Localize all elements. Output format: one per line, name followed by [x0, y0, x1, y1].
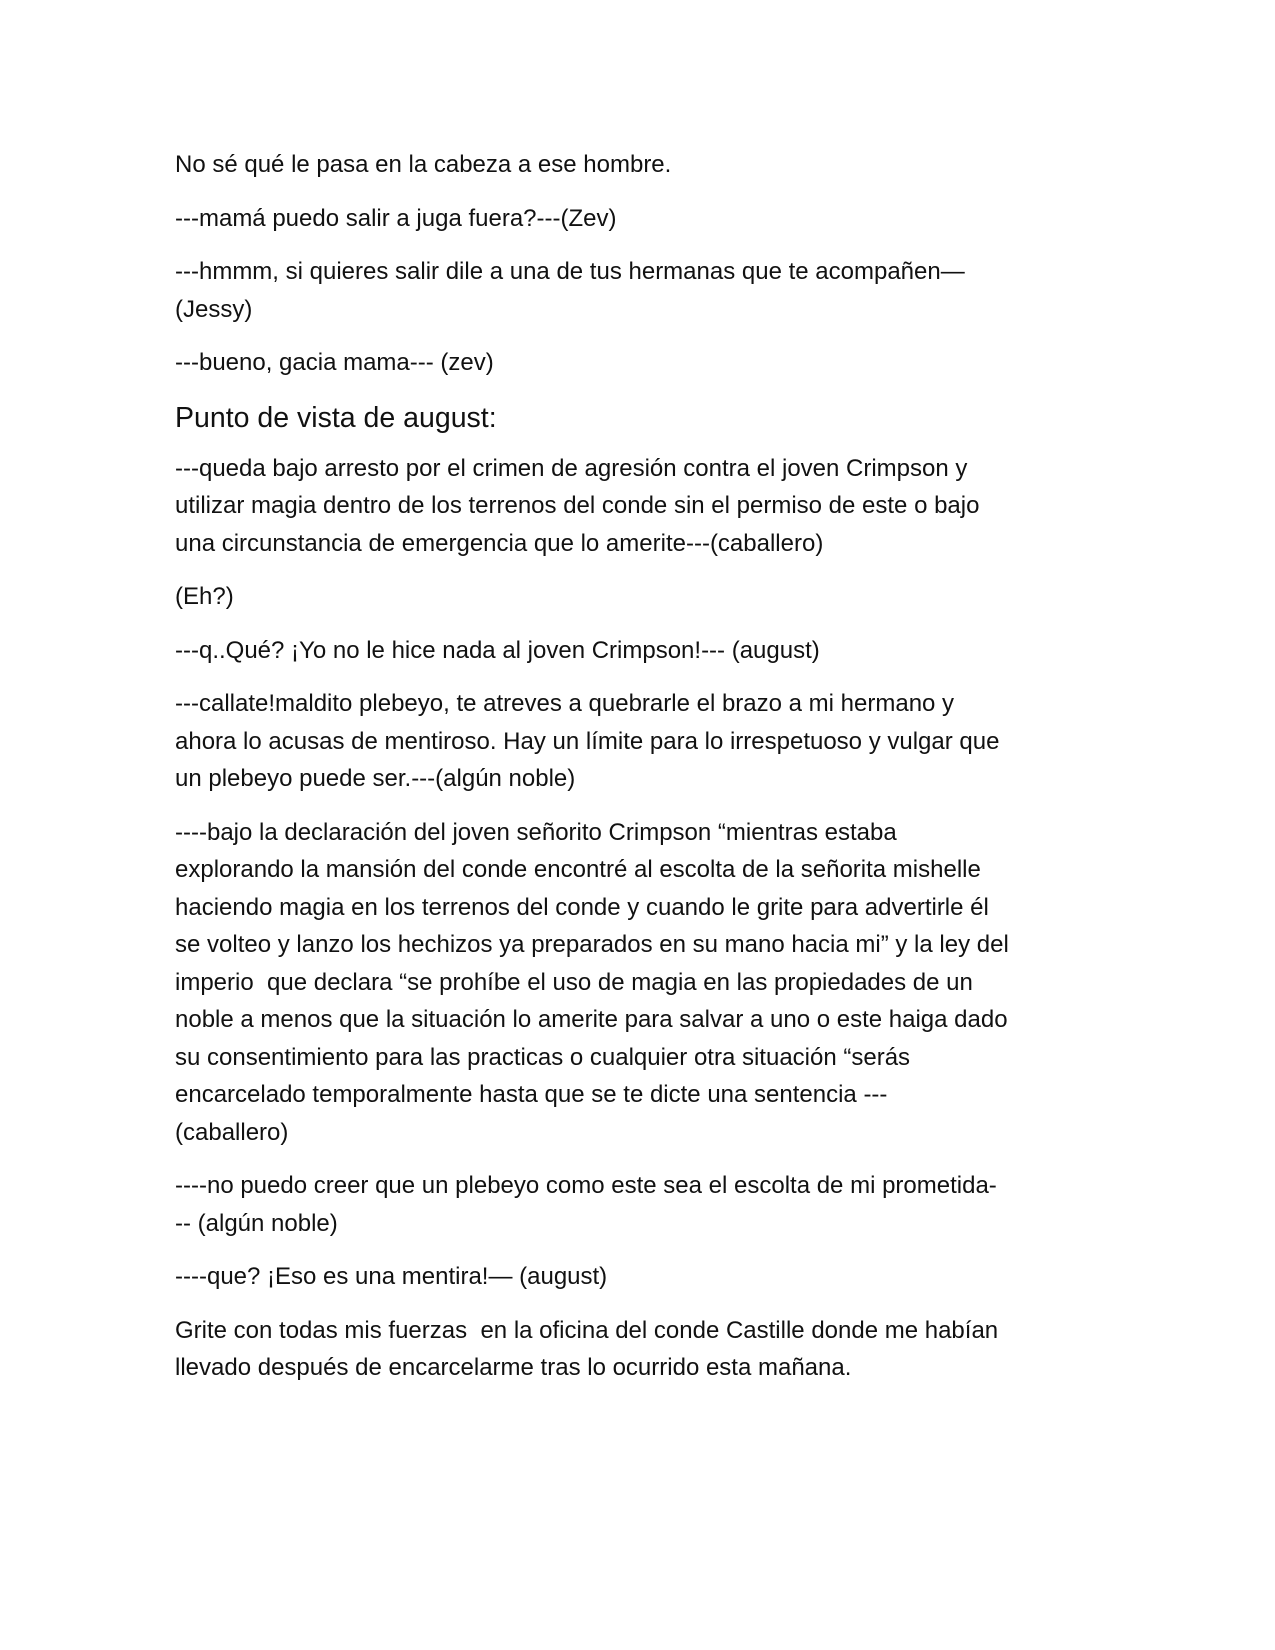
paragraph-10: ----no puedo creer que un plebeyo como este sea el escolta de mi prometida- -- (algún noble): [175, 1172, 997, 1237]
paragraph-9: ----bajo la declaración del joven señorito Crimpson “mientras estaba explorando la mansión del conde encontré al escolta de la señorita mishelle haciendo magia en los terrenos del conde y cuando le grite para advertirle él se volteo y lanzo los hechizos ya preparados en su mano hacia mi” y la ley del imperio que declara “se prohíbe el uso de magia en las propiedades de un noble a menos que la situación lo amerite para salvar a uno o este haiga dado su consentimiento para las practicas o cualquier otra situación “serás encarcelado temporalmente hasta que se te dicte una sentencia --- (caballero): [175, 818, 1009, 1146]
document-body: [175, 146, 1105, 1403]
paragraph-12: Grite con todas mis fuerzas en la oficina del conde Castille donde me habían llevado después de encarcelarme tras lo ocurrido esta mañana.: [175, 1316, 999, 1381]
paragraph-11: ----que? ¡Eso es una mentira!— (august): [175, 1263, 608, 1290]
section-heading: Punto de vista de august:: [175, 401, 497, 434]
paragraph-8: ---callate!maldito plebeyo, te atreves a quebrarle el brazo a mi hermano y ahora lo acusas de mentiroso. Hay un límite para lo irrespetuoso y vulgar que un plebeyo puede ser.---(algún noble): [175, 690, 1000, 792]
paragraph-4: ---bueno, gacia mama--- (zev): [175, 349, 494, 376]
paragraph-5: ---queda bajo arresto por el crimen de agresión contra el joven Crimpson y utilizar magia dentro de los terrenos del conde sin el permiso de este o bajo una circunstancia de emergencia que lo amerite---(caballero): [175, 454, 980, 557]
paragraph-7: ---q..Qué? ¡Yo no le hice nada al joven Crimpson!--- (august): [175, 636, 820, 664]
paragraph-2: ---mamá puedo salir a juga fuera?---(Zev): [175, 204, 617, 232]
paragraph-3: ---hmmm, si quieres salir dile a una de tus hermanas que te acompañen— (Jessy): [175, 258, 965, 323]
paragraph-6: (Eh?): [175, 583, 234, 610]
paragraph-1: No sé qué le pasa en la cabeza a ese hombre.: [175, 151, 672, 178]
